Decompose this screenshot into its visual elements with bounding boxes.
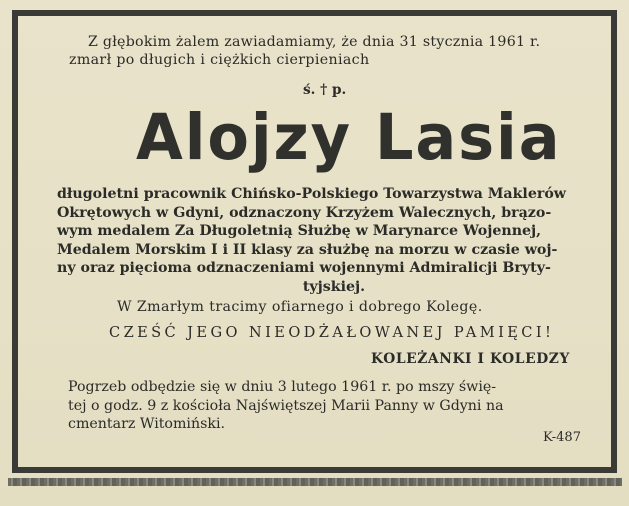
tribute-line: W Zmarłym tracimy ofiarnego i dobrego Kolegę. xyxy=(117,299,483,315)
bottom-rule xyxy=(8,478,622,486)
funeral-line: tej o godz. 9 z kościoła Najświętszej Marii Panny w Gdyni na xyxy=(68,397,504,414)
ad-code: K-487 xyxy=(543,430,581,445)
description-line: długoletni pracownik Chińsko-Polskiego Towarzystwa Maklerów xyxy=(57,186,566,202)
description-block xyxy=(57,185,587,296)
signature-line: KOLEŻANKI I KOLEDZY xyxy=(371,351,570,367)
funeral-line: Pogrzeb odbędzie się w dniu 3 lutego 1961 r. po mszy świę- xyxy=(68,379,497,395)
intro-line-1: Z głębokim żalem zawiadamiamy, że dnia 31 stycznia 1961 r. xyxy=(88,34,541,50)
funeral-info xyxy=(68,378,504,434)
description-line: Okrętowych w Gdyni, odznaczony Krzyżem Walecznych, brązo- xyxy=(57,204,552,221)
deceased-name: Alojzy Lasia xyxy=(136,101,562,174)
description-line: Medalem Morskim I i II klasy za służbę na morzu w czasie woj- xyxy=(57,241,558,258)
funeral-line: cmentarz Witomiński. xyxy=(68,416,226,432)
description-line: wym medalem Za Długoletnią Służbę w Marynarce Wojennej, xyxy=(57,223,542,239)
memory-line: CZEŚĆ JEGO NIEODŻAŁOWANEJ PAMIĘCI! xyxy=(109,324,555,341)
description-line: ny oraz pięcioma odznaczeniami wojennymi Admiralicji Bryty- xyxy=(57,260,551,276)
intro-line-2: zmarł po długich i ciężkich cierpieniach xyxy=(69,52,370,68)
description-line: tyjskiej. xyxy=(302,278,366,295)
stp-abbreviation: ś. † p. xyxy=(303,82,347,98)
